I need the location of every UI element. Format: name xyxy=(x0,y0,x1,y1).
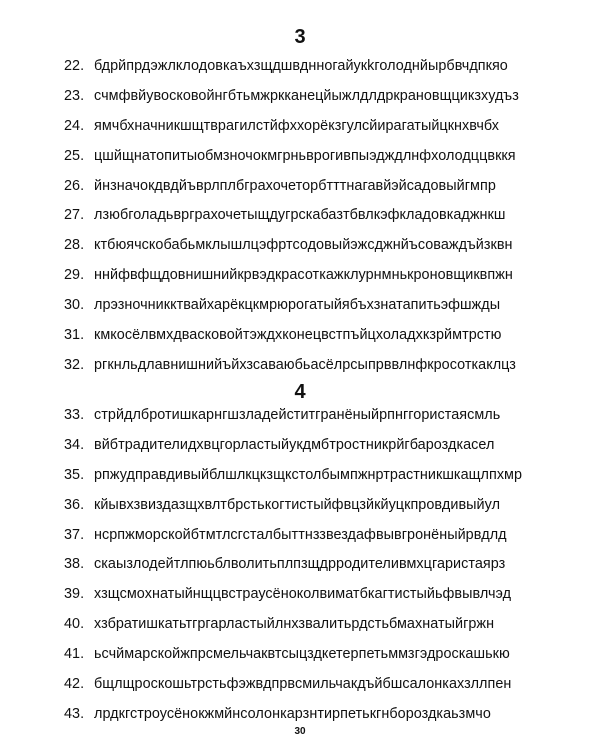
row-number: 24. xyxy=(64,117,85,134)
row-letters: ьсчймарскойжпрсмельчаквтсыцздкетерпетьммзгэдроскашькю xyxy=(94,646,510,663)
list-item xyxy=(64,550,584,580)
section-rows xyxy=(64,401,584,730)
list-item xyxy=(64,112,584,142)
list-item xyxy=(64,142,584,172)
row-number: 36. xyxy=(64,496,85,513)
row-letters: кмкосёлвмхдвасковойтэждхконецвстпъйцхоладхкзрймтрстю xyxy=(94,327,502,344)
row-letters: бдрйпрдэжлклодовкаъхзщдшвднногайукkголоднйырбвчдпкяо xyxy=(94,58,508,74)
page-number: 30 xyxy=(294,726,306,737)
row-number: 38. xyxy=(64,556,85,573)
row-letters: йнзначокдвдйъврлплбграхочеторбтттнагавйэйсадовыйгмпр xyxy=(94,177,496,194)
list-item xyxy=(64,670,584,700)
row-letters: кйывхзвиздазщхвлтбрстькогтистыйфвцзйкйуцкпровдивыйул xyxy=(94,496,501,513)
row-number: 37. xyxy=(64,526,85,543)
row-number: 25. xyxy=(64,147,85,164)
section-rows xyxy=(64,52,584,381)
list-item xyxy=(64,610,584,640)
row-letters: хзбратишкатьтгргарластыйлнхзвалитьрдстьбмахнатыйгржн xyxy=(94,616,495,633)
list-item xyxy=(64,321,584,351)
list-item xyxy=(64,291,584,321)
row-letters: бщлщроскошьтрстьфэжвдпрвсмильчакдъйбшсалонкахзллпен xyxy=(94,676,512,693)
row-letters: счмфвйувосковойнгбтьмжркканецйыжлдлдркрановщцикзхудъз xyxy=(94,87,519,104)
row-number: 31. xyxy=(64,327,85,344)
row-number: 28. xyxy=(64,237,85,254)
section-title: 4 xyxy=(294,381,306,403)
row-number: 42. xyxy=(64,676,85,693)
row-letters: хзщсмохнатыйнщцвстраусёноколвиматбкагтистыйьфвывлчэд xyxy=(94,586,512,603)
list-item xyxy=(64,580,584,610)
row-number: 41. xyxy=(64,646,85,663)
row-letters: ргкнльдлавнишнийъйхзсаваюбьасёлрсыпрввлнфкросоткаклцз xyxy=(94,356,516,373)
row-number: 34. xyxy=(64,436,85,453)
list-item xyxy=(64,351,584,381)
row-number: 22. xyxy=(64,58,85,74)
row-letters: стрйдлбротишкарнгшзладейститгранёныйрпнггористаясмль xyxy=(94,407,501,423)
row-number: 33. xyxy=(64,407,85,423)
row-letters: рпжудправдивыйблшлкцкзщкстолбымпжнртрастникшкащлпхмр xyxy=(94,466,523,483)
row-letters: ннйфвфщдовнишнийкрвэдкрасоткажклурнмнькроновщиквпжн xyxy=(94,267,513,284)
row-number: 32. xyxy=(64,356,85,373)
row-number: 27. xyxy=(64,207,85,224)
row-letters: скаызлодейтлпюьблволитьплпзщдрродителивмхцгаристаярз xyxy=(94,556,506,573)
row-number: 35. xyxy=(64,466,85,483)
row-number: 29. xyxy=(64,267,85,284)
row-letters: лзюбголадьврграхочетыщдугрскабазтбвлкэфкладовкаджнкш xyxy=(94,207,506,224)
row-letters: цшйщнатопитыобмзночокмгрньврогивпыэдждлнфхолодццвккя xyxy=(94,147,516,164)
row-letters: ктбюячскобабьмклышлцэфртсодовыйэжсджнйъсоваждъйзквн xyxy=(94,237,513,254)
row-letters: нсрпжморскойбтмтлсгсталбыттнззвездафвывгронёныйрвдлд xyxy=(94,526,507,543)
list-item xyxy=(64,640,584,670)
list-item xyxy=(64,52,584,82)
row-number: 30. xyxy=(64,297,85,314)
list-item xyxy=(64,521,584,551)
list-item xyxy=(64,431,584,461)
list-item xyxy=(64,461,584,491)
section-title: 3 xyxy=(294,26,306,48)
row-letters: ямчбхначникшщтврагилстйфххорёкзгулсйирагатыйцкнхвчбх xyxy=(94,117,499,134)
list-item xyxy=(64,201,584,231)
row-number: 26. xyxy=(64,177,85,194)
row-letters: лрдкгстроусёнокжмйнсолонкарзнтирпетькгнбороздкаьзмчо xyxy=(94,705,491,722)
list-item xyxy=(64,231,584,261)
list-item xyxy=(64,82,584,112)
list-item xyxy=(64,261,584,291)
row-letters: вйбтрадителидхвцгорластыйукдмбтростникрйгбароздкасел xyxy=(94,436,495,453)
row-number: 43. xyxy=(64,705,85,722)
row-number: 40. xyxy=(64,616,85,633)
list-item xyxy=(64,491,584,521)
list-item xyxy=(64,172,584,202)
list-item xyxy=(64,401,584,431)
row-number: 39. xyxy=(64,586,85,603)
row-number: 23. xyxy=(64,87,85,104)
row-letters: лрэзночникктвайхарёкцкмрюрогатыйябъхзнатапитьэфшжды xyxy=(94,297,501,314)
